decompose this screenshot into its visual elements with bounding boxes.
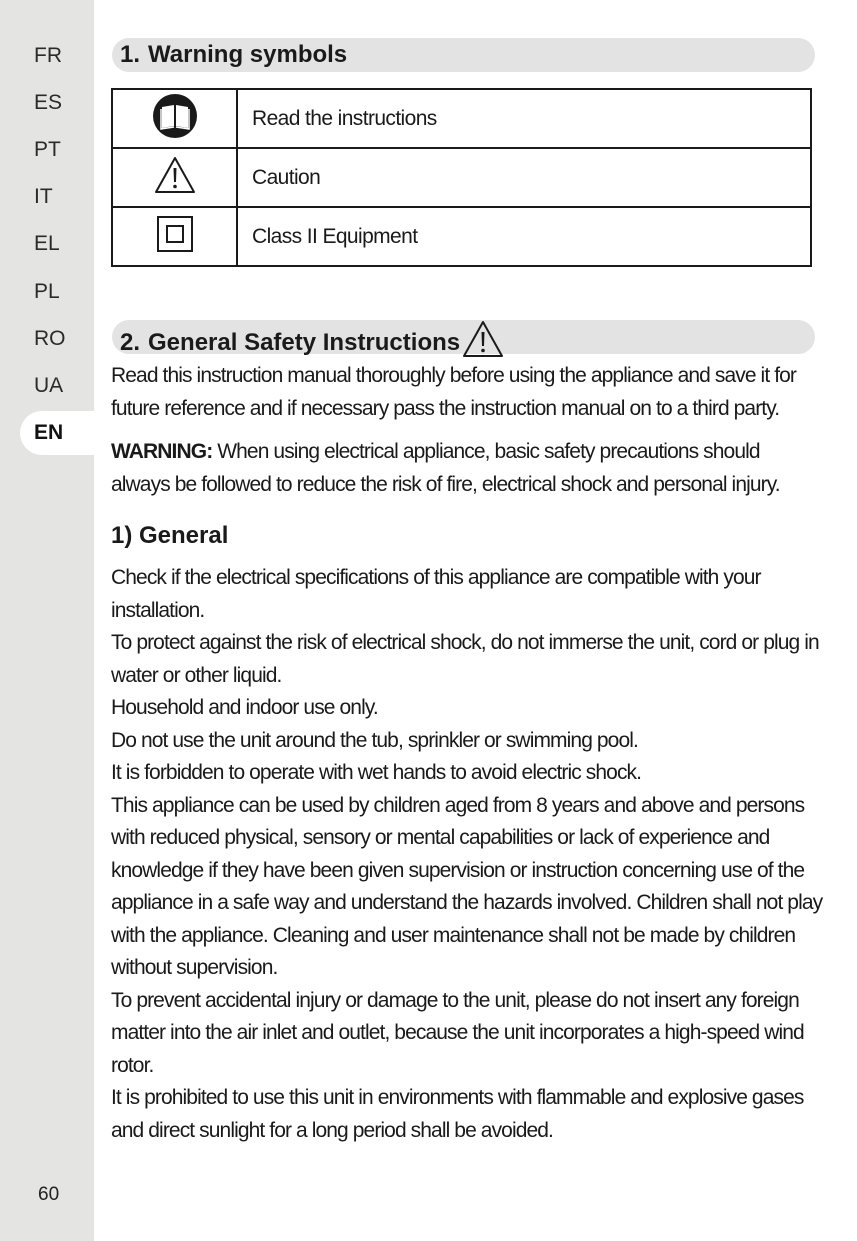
warning-text-block bbox=[111, 436, 823, 501]
intro-paragraph bbox=[111, 360, 823, 425]
section-header-warning-symbols bbox=[112, 38, 815, 72]
lang-tab-pt[interactable]: PT bbox=[34, 138, 61, 161]
symbol-label: Read the instructions bbox=[237, 89, 811, 148]
warning-symbols-table bbox=[111, 88, 812, 267]
page-number: 60 bbox=[38, 1184, 60, 1205]
lang-tab-fr[interactable]: FR bbox=[34, 44, 62, 67]
warning-paragraph bbox=[111, 436, 823, 501]
warning-label: WARNING: bbox=[111, 440, 213, 463]
instruction-paragraph: To protect against the risk of electrical shock, do not immerse the unit, cord or plug in water or other liquid. bbox=[111, 631, 819, 687]
symbol-label: Class II Equipment bbox=[237, 207, 811, 266]
instruction-paragraph: To prevent accidental injury or damage to the unit, please do not insert any foreign matter into the air inlet and outlet, because the unit incorporates a high-speed wind rotor. bbox=[111, 988, 804, 1077]
language-sidebar bbox=[0, 0, 94, 1241]
lang-tab-ro[interactable]: RO bbox=[34, 327, 66, 350]
lang-tab-pl[interactable]: PL bbox=[34, 280, 60, 303]
lang-tab-es[interactable]: ES bbox=[34, 91, 63, 114]
lang-tab-el[interactable]: EL bbox=[34, 232, 60, 255]
class-ii-equipment-icon bbox=[156, 215, 194, 253]
lang-tab-en-active[interactable]: EN bbox=[20, 411, 94, 455]
caution-triangle-icon bbox=[153, 155, 197, 195]
section-header-general-safety bbox=[112, 320, 815, 354]
intro-text: Read this instruction manual thoroughly before using the appliance and save it for future reference and if necessary pass the instruction manual on to a third party. bbox=[111, 364, 796, 420]
section-number: 2. bbox=[120, 329, 141, 356]
section-title: General Safety Instructions bbox=[148, 329, 461, 356]
instruction-paragraph: It is prohibited to use this unit in environments with flammable and explosive gases and direct sunlight for a long period shall be avoided. bbox=[111, 1086, 804, 1142]
instruction-paragraph: Check if the electrical specifications of this appliance are compatible with your installation. bbox=[111, 566, 761, 622]
general-instructions bbox=[111, 562, 823, 1147]
warning-text: When using electrical appliance, basic safety precautions should always be followed to reduce the risk of fire, electrical shock and personal injury. bbox=[111, 440, 780, 496]
lang-tab-it[interactable]: IT bbox=[34, 185, 53, 208]
table-row bbox=[112, 207, 811, 266]
instruction-paragraph: This appliance can be used by children aged from 8 years and above and persons with reduced physical, sensory or mental capabilities or lack of experience and knowledge if they have been given supervision or instruction concerning use of the appliance in a safe way and understand the hazards involved. Children shall not play with the appliance. Cleaning and user maintenance shall not be made by children without supervision. bbox=[111, 793, 823, 979]
subsection-heading: 1) General bbox=[111, 522, 229, 549]
table-row bbox=[112, 148, 811, 207]
section-title: Warning symbols bbox=[148, 41, 348, 68]
icon-cell bbox=[112, 148, 237, 207]
lang-tab-ua[interactable]: UA bbox=[34, 374, 64, 397]
read-instructions-icon bbox=[152, 93, 198, 139]
table-row bbox=[112, 89, 811, 148]
icon-cell bbox=[112, 207, 237, 266]
symbol-label: Caution bbox=[237, 148, 811, 207]
warning-triangle-icon bbox=[462, 320, 504, 358]
instruction-paragraph: It is forbidden to operate with wet hands to avoid electric shock. bbox=[111, 761, 642, 784]
icon-cell bbox=[112, 89, 237, 148]
instruction-paragraph: Do not use the unit around the tub, sprinkler or swimming pool. bbox=[111, 728, 638, 752]
instruction-paragraph: Household and indoor use only. bbox=[111, 696, 378, 719]
section-number: 1. bbox=[120, 41, 141, 68]
